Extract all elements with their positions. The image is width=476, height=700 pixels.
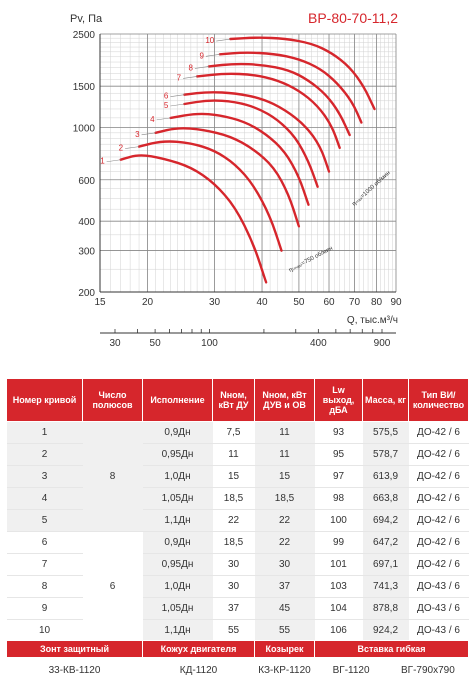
table-cell: 7 bbox=[7, 554, 83, 576]
header-mass: Масса, кг bbox=[363, 379, 409, 422]
spec-table bbox=[6, 378, 469, 642]
header-vibration: Тип ВИ/ количество bbox=[409, 379, 469, 422]
table-cell: ДО-43 / 6 bbox=[409, 598, 469, 620]
table-cell: 22 bbox=[255, 532, 315, 554]
table-cell: 103 bbox=[315, 576, 363, 598]
x-tick-label: 20 bbox=[141, 297, 154, 308]
header-visor: Козырек bbox=[255, 641, 315, 658]
x-tick-label: 70 bbox=[348, 297, 361, 308]
table-cell: 1,05Дн bbox=[143, 488, 213, 510]
y-axis-label: Pv, Па bbox=[70, 13, 103, 25]
series-label-9: 9 bbox=[199, 51, 204, 61]
x-tick-label: 90 bbox=[390, 297, 402, 308]
table-cell: 3 bbox=[7, 466, 83, 488]
y-tick-label: 300 bbox=[78, 246, 95, 258]
cell-poles: 6 bbox=[83, 532, 143, 642]
table-cell: 1,05Дн bbox=[143, 598, 213, 620]
table-cell: 10 bbox=[7, 620, 83, 642]
table-row bbox=[7, 444, 469, 466]
table-cell: 7,5 bbox=[213, 422, 255, 444]
table-cell: 613,9 bbox=[363, 466, 409, 488]
header-sound: Lw выход, дБА bbox=[315, 379, 363, 422]
series-leader-6 bbox=[170, 95, 184, 97]
table-row bbox=[7, 466, 469, 488]
table-cell: 18,5 bbox=[213, 488, 255, 510]
table-cell: 15 bbox=[255, 466, 315, 488]
series-label-4: 4 bbox=[150, 114, 155, 124]
series-label-8: 8 bbox=[188, 63, 193, 73]
table-row bbox=[7, 510, 469, 532]
table-cell: 741,3 bbox=[363, 576, 409, 598]
table-cell: ДО-42 / 6 bbox=[409, 532, 469, 554]
table-cell: 1 bbox=[7, 422, 83, 444]
efficiency-label-1000: ηₘₐₓ=1000 об/мин bbox=[351, 170, 392, 208]
table-cell: 22 bbox=[213, 510, 255, 532]
table-cell: 15 bbox=[213, 466, 255, 488]
secondary-tick-label: 100 bbox=[201, 338, 218, 349]
header-poles: Число полюсов bbox=[83, 379, 143, 422]
table-cell: 30 bbox=[213, 576, 255, 598]
table-cell: 100 bbox=[315, 510, 363, 532]
table-cell: 924,2 bbox=[363, 620, 409, 642]
chart-title: ВР-80-70-11,2 bbox=[307, 10, 398, 26]
table-cell: 697,1 bbox=[363, 554, 409, 576]
table-cell: 97 bbox=[315, 466, 363, 488]
table-cell: ДО-43 / 6 bbox=[409, 576, 469, 598]
table-cell: 5 bbox=[7, 510, 83, 532]
value-visor: КЗ-КР-1120 bbox=[258, 664, 311, 676]
series-leader-10 bbox=[216, 39, 230, 41]
header-motor-cover: Кожух двигателя bbox=[143, 641, 255, 658]
x-tick-label: 30 bbox=[208, 297, 221, 308]
table-cell: 694,2 bbox=[363, 510, 409, 532]
table-cell: 106 bbox=[315, 620, 363, 642]
table-cell: 663,8 bbox=[363, 488, 409, 510]
y-tick-label: 2500 bbox=[72, 30, 95, 41]
table-cell: 0,95Дн bbox=[143, 444, 213, 466]
y-tick-label: 1000 bbox=[72, 123, 95, 135]
table-cell: 30 bbox=[255, 554, 315, 576]
table-cell: 22 bbox=[255, 510, 315, 532]
table-cell: ДО-42 / 6 bbox=[409, 488, 469, 510]
table-cell: 6 bbox=[7, 532, 83, 554]
table-cell: ДО-42 / 6 bbox=[409, 466, 469, 488]
secondary-tick-label: 900 bbox=[373, 338, 391, 349]
table-row bbox=[7, 422, 469, 444]
header-curve-number: Номер кривой bbox=[7, 379, 83, 422]
header-power-du: Nном, кВт ДУ bbox=[213, 379, 255, 422]
table-cell: 30 bbox=[213, 554, 255, 576]
table-cell: 93 bbox=[315, 422, 363, 444]
x-tick-label: 15 bbox=[94, 297, 106, 308]
series-label-1: 1 bbox=[100, 156, 105, 166]
table-row bbox=[7, 598, 469, 620]
table-cell: 2 bbox=[7, 444, 83, 466]
table-row bbox=[7, 576, 469, 598]
table-cell: 1,1Дн bbox=[143, 620, 213, 642]
table-cell: 104 bbox=[315, 598, 363, 620]
value-umbrella: 33-КВ-1120 bbox=[48, 664, 101, 676]
y-tick-label: 400 bbox=[78, 217, 95, 229]
series-label-10: 10 bbox=[205, 36, 215, 46]
table-row bbox=[7, 620, 469, 642]
spec-table-header-row bbox=[7, 379, 469, 422]
series-leader-3 bbox=[142, 133, 156, 135]
series-leader-2 bbox=[125, 147, 139, 149]
table-cell: 0,9Дн bbox=[143, 422, 213, 444]
series-leader-5 bbox=[170, 104, 184, 106]
table-cell: 0,95Дн bbox=[143, 554, 213, 576]
table-row bbox=[7, 532, 469, 554]
table-cell: 575,5 bbox=[363, 422, 409, 444]
table-cell: 1,0Дн bbox=[143, 576, 213, 598]
secondary-tick-label: 30 bbox=[109, 338, 121, 349]
table-cell: 99 bbox=[315, 532, 363, 554]
table-cell: 878,8 bbox=[363, 598, 409, 620]
table-cell: 95 bbox=[315, 444, 363, 466]
table-cell: 647,2 bbox=[363, 532, 409, 554]
table-row bbox=[7, 554, 469, 576]
series-leader-7 bbox=[183, 76, 197, 78]
table-cell: 101 bbox=[315, 554, 363, 576]
table-cell: ДО-43 / 6 bbox=[409, 620, 469, 642]
x-tick-label: 40 bbox=[256, 297, 268, 308]
chart-labels-group bbox=[73, 30, 402, 349]
x-tick-label: 50 bbox=[293, 297, 305, 308]
chart-series-group bbox=[118, 38, 375, 283]
table-cell: 37 bbox=[255, 576, 315, 598]
table-cell: 45 bbox=[255, 598, 315, 620]
secondary-tick-label: 50 bbox=[149, 338, 161, 349]
value-flex-insert-1: ВГ-1120 bbox=[332, 664, 370, 676]
accessories-value-row bbox=[7, 658, 469, 683]
series-leader-4 bbox=[157, 118, 171, 120]
table-cell: 11 bbox=[213, 444, 255, 466]
series-leader-1 bbox=[107, 160, 121, 162]
table-cell: 578,7 bbox=[363, 444, 409, 466]
cell-poles: 8 bbox=[83, 422, 143, 532]
y-tick-label: 600 bbox=[78, 175, 95, 187]
table-cell: ДО-42 / 6 bbox=[409, 554, 469, 576]
series-label-5: 5 bbox=[163, 100, 169, 110]
table-cell: 18,5 bbox=[213, 532, 255, 554]
series-leader-9 bbox=[206, 54, 220, 56]
y-tick-label: 1500 bbox=[72, 82, 95, 94]
table-cell: 98 bbox=[315, 488, 363, 510]
table-cell: 4 bbox=[7, 488, 83, 510]
table-cell: ДО-42 / 6 bbox=[409, 444, 469, 466]
value-flex-insert bbox=[315, 658, 469, 683]
table-cell: 11 bbox=[255, 422, 315, 444]
table-cell: 55 bbox=[255, 620, 315, 642]
y-tick-label: 200 bbox=[78, 288, 95, 299]
header-version: Исполнение bbox=[143, 379, 213, 422]
table-cell: 0,9Дн bbox=[143, 532, 213, 554]
header-flex-insert: Вставка гибкая bbox=[315, 641, 469, 658]
value-flex-insert-2: ВГ-790х790 bbox=[400, 664, 455, 676]
table-cell: 18,5 bbox=[255, 488, 315, 510]
accessories-header-row bbox=[7, 641, 469, 658]
x-axis-label: Q, тыс.м³/ч bbox=[346, 315, 398, 326]
secondary-tick-label: 400 bbox=[309, 338, 327, 349]
series-label-7: 7 bbox=[176, 73, 182, 83]
header-power-duv: Nном, кВт ДУВ и ОВ bbox=[255, 379, 315, 422]
table-cell: 8 bbox=[7, 576, 83, 598]
series-label-2: 2 bbox=[118, 143, 124, 153]
x-tick-label: 80 bbox=[370, 297, 383, 308]
table-cell: 1,1Дн bbox=[143, 510, 213, 532]
table-cell: 1,0Дн bbox=[143, 466, 213, 488]
table-cell: ДО-42 / 6 bbox=[409, 510, 469, 532]
table-row bbox=[7, 488, 469, 510]
efficiency-label-750: η₍ₘₐₓ₎=750 об/мин bbox=[288, 245, 334, 274]
chart-grid bbox=[100, 34, 396, 292]
table-cell: ДО-42 / 6 bbox=[409, 422, 469, 444]
accessories-table bbox=[6, 640, 469, 682]
value-motor-cover: КД-1120 bbox=[179, 664, 218, 676]
series-label-3: 3 bbox=[135, 129, 140, 139]
table-cell: 55 bbox=[213, 620, 255, 642]
x-tick-label: 60 bbox=[323, 297, 335, 308]
header-umbrella: Зонт защитный bbox=[7, 641, 143, 658]
table-cell: 11 bbox=[255, 444, 315, 466]
table-cell: 37 bbox=[213, 598, 255, 620]
table-cell: 9 bbox=[7, 598, 83, 620]
series-label-6: 6 bbox=[163, 91, 169, 101]
